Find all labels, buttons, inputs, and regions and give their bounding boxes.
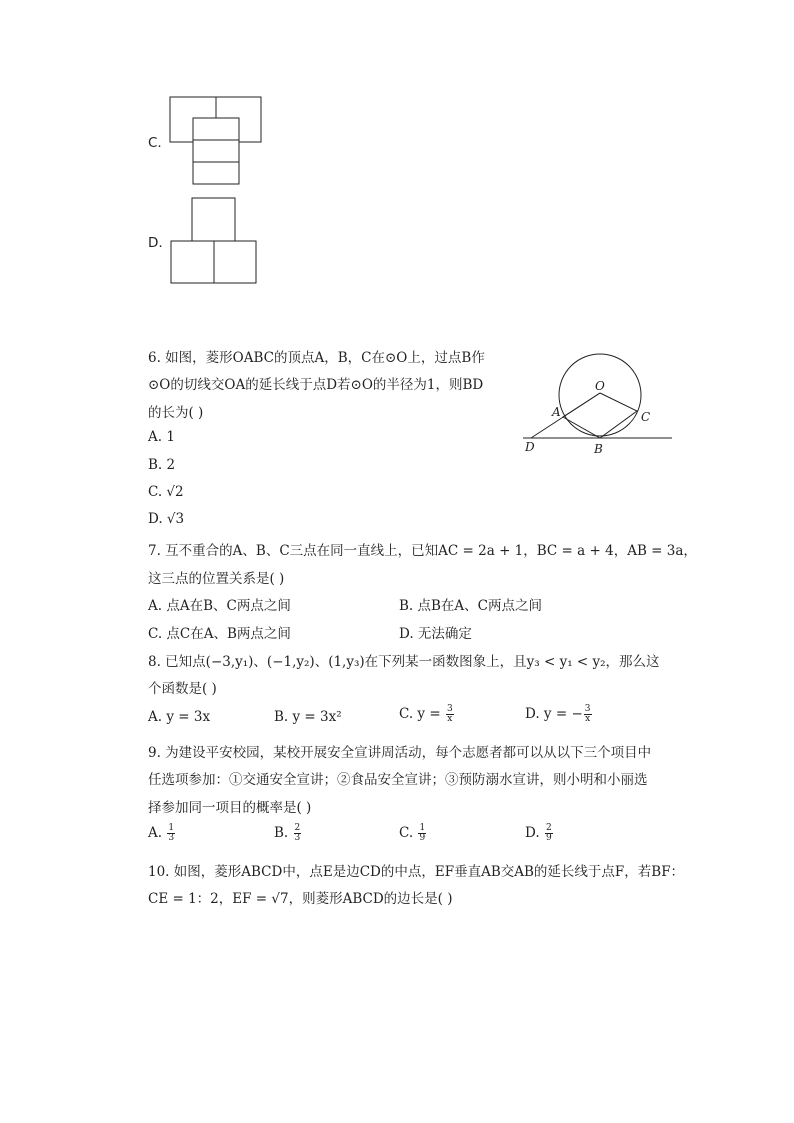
q9-option-b (274, 824, 302, 843)
q8-option-d-fraction (584, 705, 592, 724)
q8-option-d-denominator: x (585, 714, 591, 724)
q10-line-1: 10. 如图，菱形ABCD中，点E是边CD的中点，EF垂直AB交AB的延长线于点F，若BF： (148, 864, 685, 880)
q7-option-b: B. 点B在A、C两点之间 (399, 598, 543, 614)
q9-option-d (525, 824, 554, 843)
q9-option-a (148, 824, 176, 843)
q7-option-c: C. 点C在A、B两点之间 (148, 626, 291, 642)
q8-line-1: 8. 已知点(−3,y₁)、(−1,y₂)、(1,y₃)在下列某一函数图象上，且y₃ < y₁ < y₂，那么这 (148, 654, 660, 670)
q7-line-2: 这三点的位置关系是( ) (148, 571, 285, 587)
q6-line-1: 6. 如图，菱形OABC的顶点A，B，C在⊙O上，过点B作 (148, 350, 485, 366)
q9-option-d-denominator: 9 (545, 833, 552, 843)
q8-option-c-denominator: x (447, 714, 453, 724)
q9-option-a-numerator: 1 (168, 823, 175, 833)
q8-option-c-prefix: C. y = (399, 706, 445, 722)
q5-option-d-label: D. (148, 235, 163, 251)
q8-line-2: 个函数是( ) (148, 681, 217, 697)
q6-label-b: B (594, 442, 603, 456)
q6-circle-figure (520, 350, 680, 460)
q9-option-a-prefix: A. (148, 825, 167, 841)
q9-line-3: 择参加同一项目的概率是( ) (148, 800, 312, 816)
q9-option-b-fraction (294, 824, 302, 843)
q8-option-a: A. y = 3x (148, 709, 211, 725)
q6-option-b: B. 2 (148, 457, 176, 473)
q9-option-b-denominator: 3 (294, 833, 301, 843)
q6-option-a: A. 1 (148, 429, 175, 445)
q9-line-2: 任选项参加：①交通安全宣讲；②食品安全宣讲；③预防溺水宣讲，则小明和小丽选 (148, 772, 648, 788)
q6-line-2: ⊙O的切线交OA的延长线于点D若⊙O的半径为1，则BD (148, 377, 484, 393)
q9-option-c (399, 824, 427, 843)
q9-option-d-prefix: D. (525, 825, 544, 841)
q8-option-d (525, 705, 593, 724)
q8-option-d-prefix: D. y = − (525, 706, 583, 722)
q9-option-b-numerator: 2 (294, 823, 301, 833)
q6-label-d: D (525, 440, 535, 454)
q6-label-a: A (552, 405, 561, 419)
q9-option-c-fraction (418, 824, 426, 843)
q9-option-d-fraction (545, 824, 553, 843)
q10-line-2: CE = 1：2，EF = √7，则菱形ABCD的边长是( ) (148, 891, 453, 907)
q5-option-c-label: C. (148, 135, 162, 151)
q8-option-c-numerator: 3 (446, 704, 453, 714)
q7-line-1: 7. 互不重合的A、B、C三点在同一直线上，已知AC = 2a + 1，BC = a + 4，AB = 3a， (148, 543, 697, 559)
q9-option-d-numerator: 2 (545, 823, 552, 833)
q8-option-c (399, 705, 455, 724)
q9-option-a-denominator: 3 (168, 833, 175, 843)
q9-option-c-prefix: C. (399, 825, 418, 841)
q5-option-d-figure (170, 197, 260, 287)
q7-option-d: D. 无法确定 (399, 626, 472, 642)
q7-option-a: A. 点A在B、C两点之间 (148, 598, 291, 614)
q8-option-d-numerator: 3 (584, 704, 591, 714)
q9-option-c-numerator: 1 (419, 823, 426, 833)
q6-line-3: 的长为( ) (148, 405, 204, 421)
q6-label-c: C (641, 410, 651, 424)
q6-option-d: D. √3 (148, 511, 185, 527)
q8-option-b: B. y = 3x² (274, 709, 342, 725)
q9-option-a-fraction (167, 824, 175, 843)
q9-option-b-prefix: B. (274, 825, 293, 841)
q9-line-1: 9. 为建设平安校园，某校开展安全宣讲周活动，每个志愿者都可以从以下三个项目中 (148, 745, 652, 761)
q8-option-c-fraction (446, 705, 454, 724)
q9-option-c-denominator: 9 (419, 833, 426, 843)
q5-option-c-figure (168, 96, 263, 186)
q6-label-o: O (595, 379, 605, 393)
q6-option-c: C. √2 (148, 484, 184, 500)
